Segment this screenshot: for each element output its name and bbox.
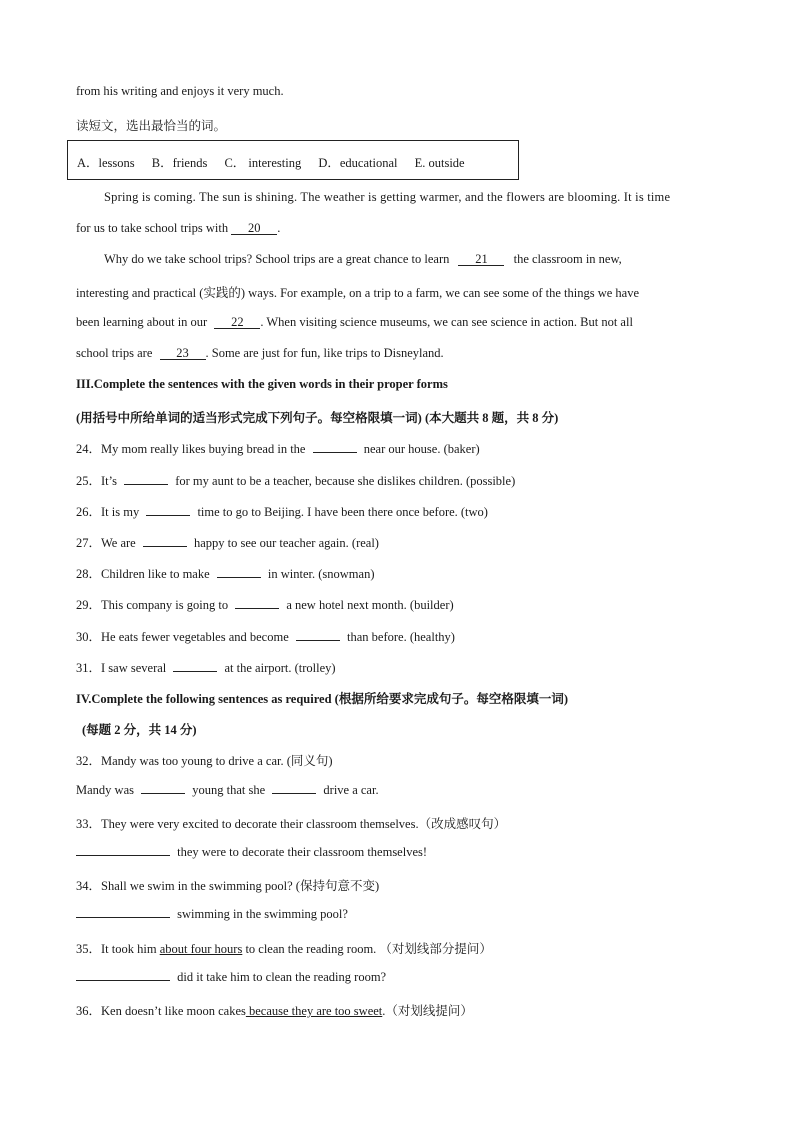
question-text: 36．Ken doesn’t like moon cakes (76, 1004, 246, 1018)
question-text: 27．We are (76, 536, 136, 550)
question-text: 26．It is my (76, 505, 140, 519)
question-33: 33．They were very excited to decorate their classroom themselves.（改成感叹句） (76, 817, 507, 831)
question-text: 35．It took him (76, 942, 157, 956)
question-32-answer-line (76, 783, 379, 798)
section-3-title: III.Complete the sentences with the given words in their proper forms (76, 377, 448, 391)
passage-line: Spring is coming. The sun is shining. The weather is getting warmer, and the flowers are blooming. It is time (104, 190, 671, 204)
question-text: time to go to Beijing. I have been there once before. (two) (197, 505, 488, 519)
question-text: 31．I saw several (76, 661, 167, 675)
question-text: they were to decorate their classroom themselves! (177, 845, 428, 859)
blank-21[interactable]: 21 (458, 253, 504, 266)
question-34: 34．Shall we swim in the swimming pool? (保持句意不变) (76, 879, 380, 893)
question-text: 29．This company is going to (76, 598, 229, 612)
option-c: C． interesting (224, 156, 302, 170)
blank-22[interactable]: 22 (214, 316, 260, 329)
question-text: .（对划线提问） (382, 1004, 473, 1018)
passage-line (104, 252, 622, 267)
passage-text: school trips are (76, 346, 153, 360)
word-options-box (67, 140, 519, 180)
option-d: D．educational (318, 156, 398, 170)
answer-blank-28[interactable] (217, 577, 261, 578)
passage-text: the classroom in new, (513, 252, 622, 266)
answer-blank-32b[interactable] (272, 793, 316, 794)
answer-blank-29[interactable] (235, 608, 279, 609)
answer-blank-32a[interactable] (141, 793, 185, 794)
option-b: B．friends (151, 156, 208, 170)
answer-blank-33[interactable] (76, 855, 170, 856)
answer-blank-31[interactable] (173, 671, 217, 672)
question-31 (76, 658, 336, 676)
question-text: a new hotel next month. (builder) (286, 598, 454, 612)
question-35 (76, 939, 492, 957)
question-text: 24．My mom really likes buying bread in the (76, 442, 306, 456)
question-text: near our house. (baker) (363, 442, 480, 456)
question-text: to clean the reading room. （对划线部分提问） (245, 942, 492, 956)
question-text: 25．It’s (76, 474, 117, 488)
passage-line (76, 315, 633, 330)
underlined-phrase: about four hours (159, 942, 243, 956)
question-27 (76, 533, 379, 551)
passage-line (76, 221, 280, 236)
answer-blank-26[interactable] (146, 515, 190, 516)
question-24 (76, 439, 480, 457)
answer-blank-35[interactable] (76, 980, 170, 981)
option-e: E. outside (414, 156, 465, 170)
question-25 (76, 471, 515, 489)
question-36 (76, 1001, 473, 1019)
passage-line: interesting and practical (实践的) ways. For example, on a trip to a farm, we can see some of the things we have (76, 286, 640, 300)
reading-instruction: 读短文，选出最恰当的词。 (76, 119, 227, 133)
passage-text: . When visiting science museums, we can see science in action. But not all (260, 315, 633, 329)
question-26 (76, 502, 488, 520)
question-29 (76, 595, 454, 613)
section-3-subtitle: (用括号中所给单词的适当形式完成下列句子。每空格限填一词) (本大题共 8 题，共 8 分) (76, 411, 559, 425)
question-text: in winter. (snowman) (267, 567, 375, 581)
blank-20[interactable]: 20 (231, 222, 277, 235)
question-30 (76, 627, 455, 645)
question-34-answer-line (76, 907, 348, 922)
option-a: A．lessons (77, 156, 135, 170)
passage-text: Why do we take school trips? School trips are a great chance to learn (104, 252, 450, 266)
passage-line (76, 346, 444, 361)
question-text: drive a car. (323, 783, 379, 797)
question-text: happy to see our teacher again. (real) (193, 536, 379, 550)
question-text: at the airport. (trolley) (224, 661, 336, 675)
section-4-title: IV.Complete the following sentences as required (根据所给要求完成句子。每空格限填一词) (76, 692, 568, 706)
passage-text: . Some are just for fun, like trips to Disneyland. (205, 346, 444, 360)
question-text: 28．Children like to make (76, 567, 210, 581)
answer-blank-24[interactable] (313, 452, 357, 453)
question-text: young that she (192, 783, 266, 797)
blank-23[interactable]: 23 (160, 347, 206, 360)
question-text: for my aunt to be a teacher, because she dislikes children. (possible) (175, 474, 516, 488)
question-text: swimming in the swimming pool? (177, 907, 348, 921)
question-32: 32．Mandy was too young to drive a car. (同义句) (76, 754, 333, 768)
question-text: 30．He eats fewer vegetables and become (76, 630, 289, 644)
answer-blank-27[interactable] (143, 546, 187, 547)
answer-blank-30[interactable] (296, 640, 340, 641)
question-text: than before. (healthy) (347, 630, 455, 644)
question-text: Mandy was (76, 783, 134, 797)
section-4-subtitle: (每题 2 分，共 14 分) (82, 723, 197, 737)
continued-text-line: from his writing and enjoys it very much. (76, 84, 284, 98)
question-35-answer-line (76, 970, 386, 985)
passage-text: been learning about in our (76, 315, 208, 329)
question-text: did it take him to clean the reading room? (177, 970, 387, 984)
underlined-phrase: because they are too sweet (245, 1004, 383, 1018)
answer-blank-34[interactable] (76, 917, 170, 918)
passage-text: . (277, 221, 281, 235)
answer-blank-25[interactable] (124, 484, 168, 485)
question-28 (76, 564, 375, 582)
question-33-answer-line (76, 845, 427, 860)
passage-text: for us to take school trips with (76, 221, 229, 235)
